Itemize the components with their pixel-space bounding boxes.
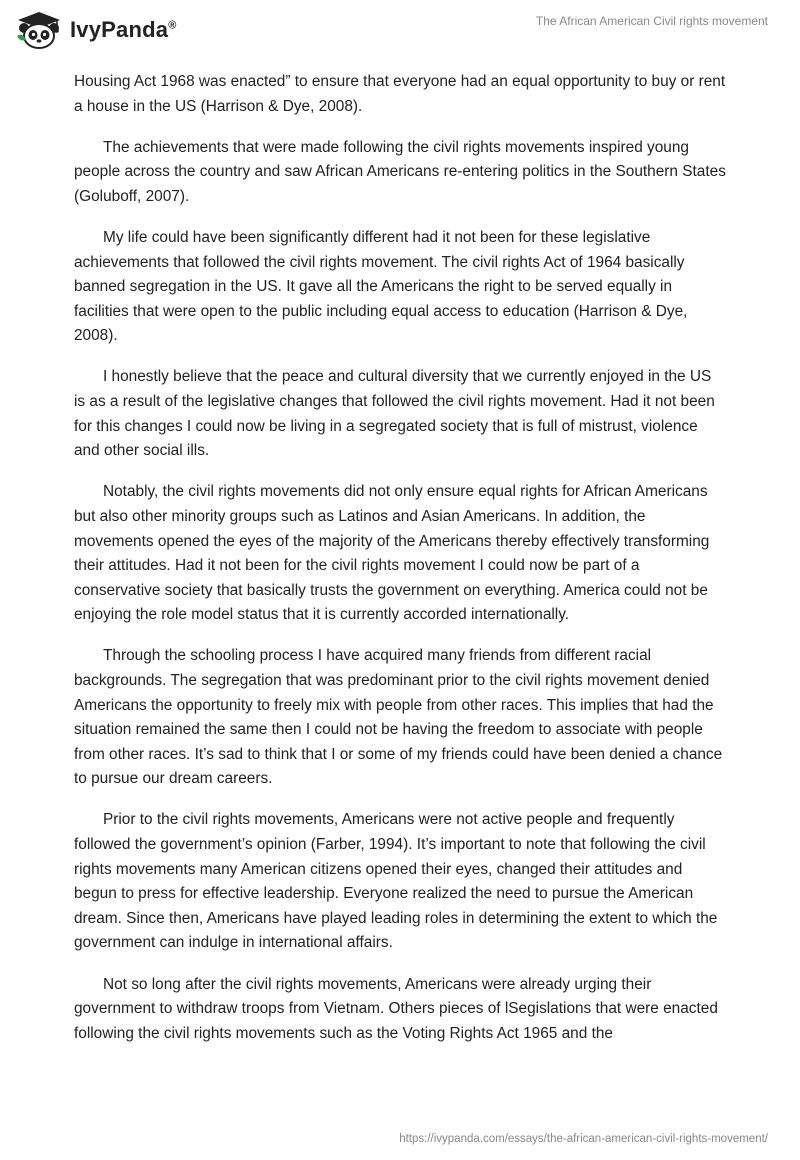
- paragraph: I honestly believe that the peace and cultural diversity that we currently enjoyed in the US is as a result of the legislative changes that followed the civil rights movement. Had it not been for this changes I could now be living in a segregated society that is full of mistrust, violence and other social ills.: [74, 368, 715, 460]
- registered-mark: ®: [168, 19, 177, 32]
- essay-body: [74, 70, 726, 1063]
- paragraph: Prior to the civil rights movements, Americans were not active people and frequently followed the government’s opinion (Farber, 1994). It’s important to note that following the civil rights movements many American citizens opened their eyes, changed their attitudes and begun to press for effective leadership. Everyone realized the need to pursue the American dream. Since then, Americans have played leading roles in determining the extent to which the government can indulge in international affairs.: [74, 811, 718, 952]
- paragraph: Through the schooling process I have acquired many friends from different racial backgrounds. The segregation that was predominant prior to the civil rights movement denied Americans the opportunity to freely mix with people from other races. This implies that had the situation remained the same then I could not be having the freedom to associate with people from other races. It’s sad to think that I or some of my friends could have been denied a chance to pursue our dream careers.: [74, 647, 723, 788]
- document-title: The African American Civil rights movement: [535, 14, 768, 28]
- page-header: [0, 0, 800, 60]
- ivypanda-logo[interactable]: [14, 10, 177, 50]
- paragraph: My life could have been significantly different had it not been for these legislative achievements that followed the civil rights movement. The civil rights Act of 1964 basically banned segregation in the US. It gave all the Americans the right to be served equally in facilities that were open to the public including equal access to education (Harrison & Dye, 2008).: [74, 228, 688, 345]
- paragraph: Not so long after the civil rights movements, Americans were already urging their government to withdraw troops from Vietnam. Others pieces of lSegislations that were enacted following the civil rights movements such as the Voting Rights Act 1965 and the: [74, 975, 718, 1042]
- paragraph: The achievements that were made following the civil rights movements inspired young people across the country and saw African Americans re-entering politics in the Southern States (Goluboff, 2007).: [74, 138, 726, 205]
- panda-logo-icon: [14, 10, 64, 50]
- source-url[interactable]: https://ivypanda.com/essays/the-african-american-civil-rights-movement/: [399, 1133, 768, 1145]
- paragraph: Housing Act 1968 was enacted” to ensure that everyone had an equal opportunity to buy or rent a house in the US (Harrison & Dye, 2008).: [74, 73, 726, 115]
- logo-wordmark: IvyPanda®: [70, 17, 177, 42]
- paragraph: Notably, the civil rights movements did not only ensure equal rights for African Americans but also other minority groups such as Latinos and Asian Americans. In addition, the movements opened the eyes of the majority of the Americans thereby effectively transforming their attitudes. Had it not been for the civil rights movement I could now be part of a conservative society that basically trusts the government on everything. America could not be enjoying the role model status that it is currently accorded internationally.: [74, 483, 710, 624]
